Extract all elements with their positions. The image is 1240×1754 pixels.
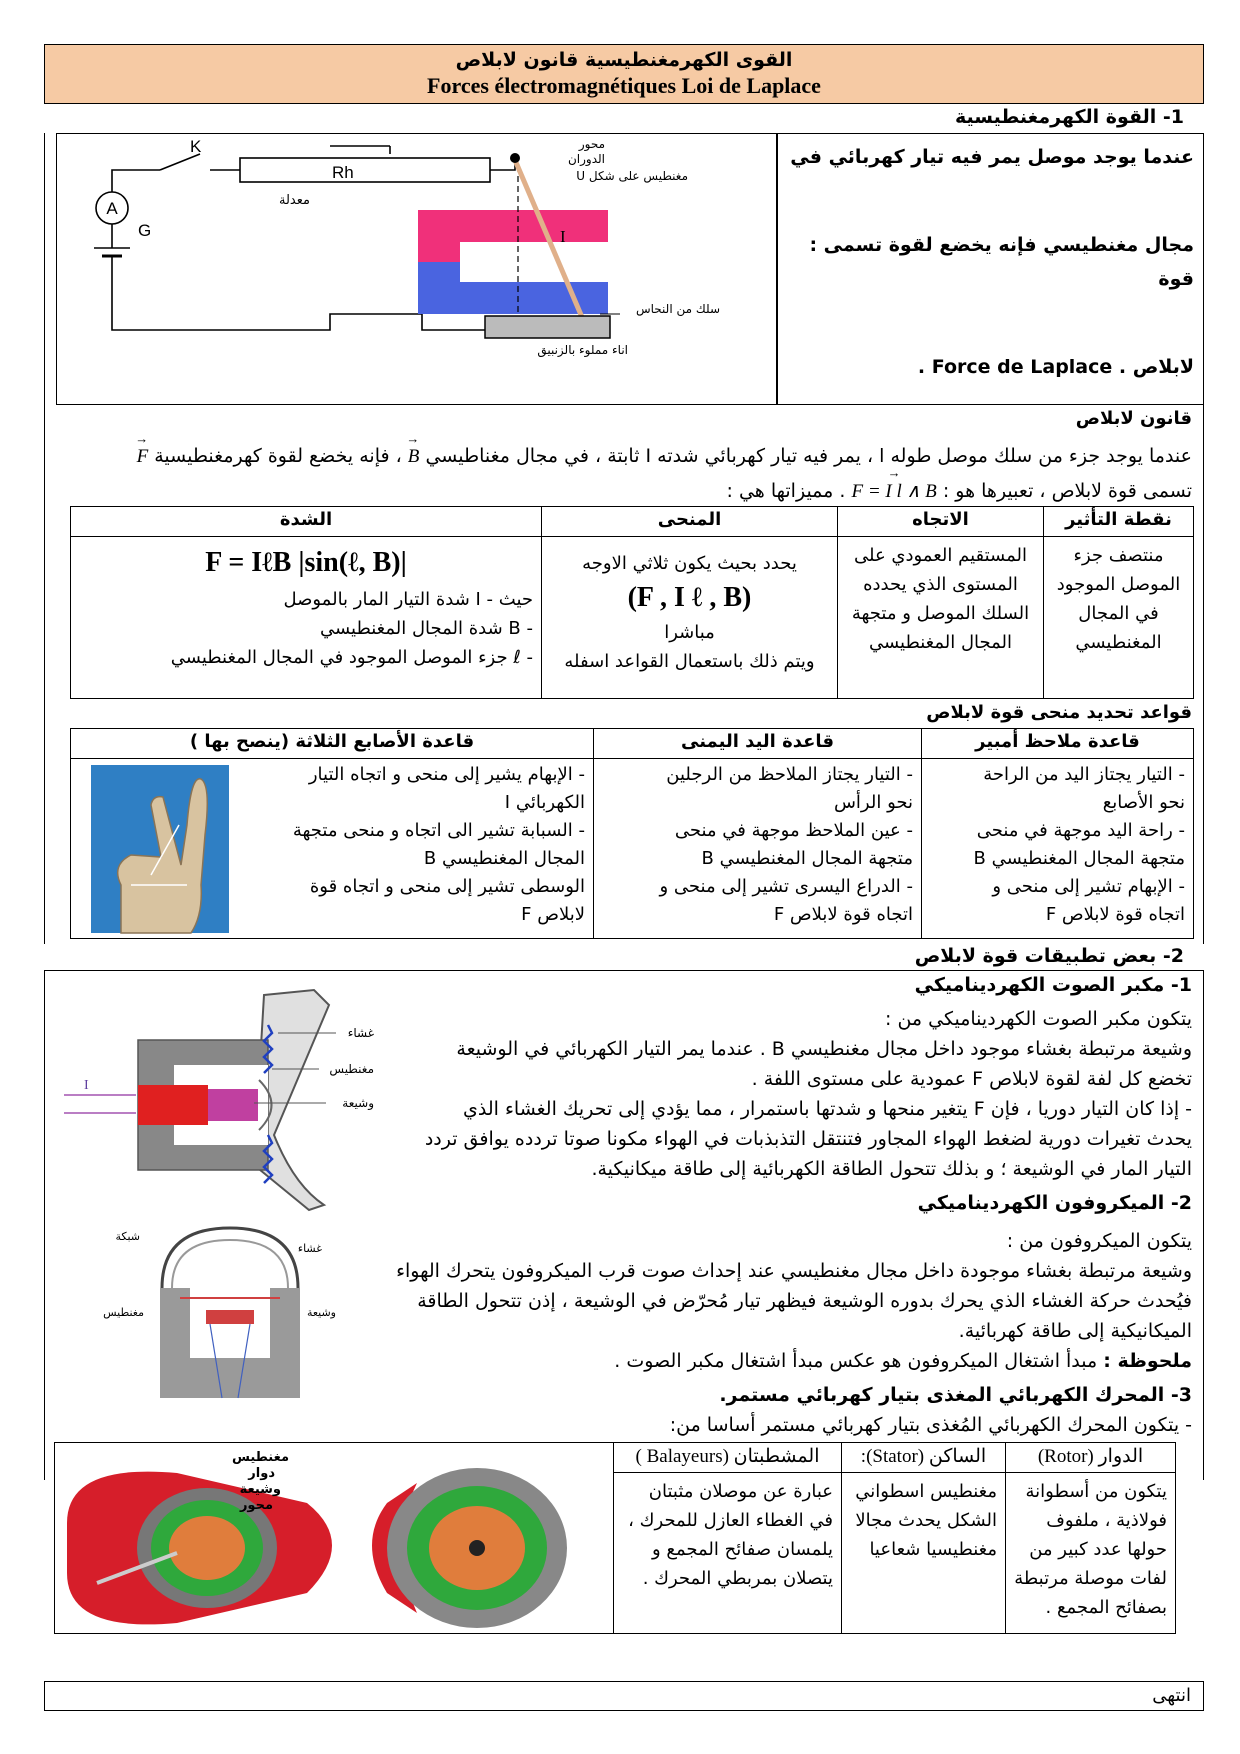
microphone-line: وشيعة مرتبطة بغشاء موجودة داخل مجال مغنطيسي عند إحداث صوت قرب الميكروفون يتحرك الهواء (396, 1260, 1192, 1282)
motor-rotor-label: دوار (248, 1466, 275, 1481)
law-text-1b: ، فإنه يخضع لقوة كهرمغنطيسية (154, 445, 402, 467)
rheostat (240, 158, 490, 182)
cell-application-point: منتصف جزء الموصل الموجود في المجال المغنطيسي (1044, 537, 1194, 699)
loudspeaker-membrane-label: غشاء (347, 1026, 374, 1040)
microphone-note (372, 1346, 1192, 1376)
loudspeaker-diagram (64, 985, 384, 1215)
magnet-label: مغنطيس على شكل U (576, 169, 688, 183)
rules-table (70, 728, 1194, 939)
microphone-diagram (103, 1218, 350, 1398)
note-label: ملحوظة : (1103, 1350, 1192, 1372)
rheostat-label: Rh (332, 163, 354, 182)
motor-coil-label: وشيعة (239, 1482, 281, 1497)
axis-label-2: الدوران (567, 152, 605, 166)
ampere-line: نحو الأصابع (1102, 792, 1185, 813)
title-french: Forces électromagnétiques Loi de Laplace (427, 73, 821, 98)
header-brushes: المشطبتان (Balayeurs ) (614, 1443, 842, 1473)
law-text-1: عندما يوجد جزء من سلك موصل طوله l ، يمر فيه تيار كهربائي شدته I ثابتة ، في مجال مغناطيسي (425, 445, 1192, 467)
rheostat-name: معدلة (279, 193, 310, 208)
three-fingers-line: لابلاص F (521, 904, 585, 925)
cell-three-fingers-rule (71, 759, 594, 939)
intro-line: عندما يوجد موصل يمر فيه تيار كهربائي في (790, 146, 1194, 168)
ampere-line: اتجاه قوة لابلاص F (1045, 904, 1185, 925)
law-text-2: تسمى قوة لابلاص ، تعبيرها هو : (942, 480, 1192, 502)
right-hand-line: نحو الرأس (833, 792, 913, 813)
rules-title: قواعد تحديد منحى قوة لابلاص (926, 702, 1192, 723)
three-fingers-line: الوسطى تشير إلى منحى و اتجاه قوة (309, 876, 585, 897)
ampere-line: - التيار يجتاز اليد من الراحة (983, 764, 1185, 785)
law-line-1 (137, 442, 1192, 468)
three-fingers-line: - السبابة تشير الى اتجاه و منحى متجهة (292, 820, 585, 841)
mercury-tub (485, 316, 610, 338)
rotation-axis (510, 153, 520, 163)
microphone-line: يتكون الميكروفون من : (1006, 1230, 1192, 1252)
motor-table (54, 1442, 1176, 1634)
motor-intro: - يتكون المحرك الكهربائي المُغذى بتيار كهربائي مستمر أساسا من: (669, 1414, 1192, 1436)
intro-line: لابلاص . Force de Laplace . (917, 356, 1194, 378)
triad-formula: (F , I ℓ , B) (627, 582, 752, 613)
loudspeaker-line: - إذا كان التيار دوريا ، فإن F يتغير منحها و شدتها باستمرار ، مما يؤدي إلى تحريك الغشاء الذي (463, 1098, 1192, 1120)
ampere-line: متجهة المجال المغنطيسي B (973, 848, 1185, 869)
title-box (44, 44, 1204, 104)
wire-label: سلك من النحاس (636, 302, 720, 316)
loudspeaker-current-label: I (84, 1078, 89, 1093)
microphone-line: فيُحدث حركة الغشاء الذي يحرك بدوره الوشيعة فيظهر تيار مُحرّض في الوشيعة ، إذن تتحول الطاقة (417, 1290, 1192, 1312)
ampere-line: - الإبهام تشير إلى منحى و (992, 876, 1185, 897)
microphone-coil-label: وشيعة (306, 1306, 336, 1319)
magnet-north (418, 210, 608, 262)
loudspeaker-line: يتكون مكبر الصوت الكهرديناميكي من : (885, 1008, 1192, 1030)
axis-label: محور (578, 137, 605, 151)
section2-title: 2- بعض تطبيقات قوة لابلاص (914, 945, 1184, 967)
header-right-hand-rule: قاعدة اليد اليمنى (594, 729, 922, 759)
sense-text-b: مباشرا (664, 622, 715, 643)
motor-axis-label: محور (239, 1498, 273, 1513)
footer-box (44, 1681, 1204, 1711)
motor-image-cell (55, 1443, 614, 1634)
loudspeaker-line: التيار المار في الوشيعة ؛ و بذلك تتحول الطاقة الكهربائية إلى طاقة ميكانيكية. (591, 1158, 1192, 1180)
microphone-text (372, 1226, 1192, 1376)
microphone-membrane-label: غشاء (297, 1242, 322, 1255)
header-three-fingers-rule: قاعدة الأصابع الثلاثة (ينصح بها ) (71, 729, 594, 759)
loudspeaker-coil-label: وشيعة (342, 1096, 374, 1110)
three-fingers-line: المجال المغنطيسي B (423, 848, 585, 869)
cell-ampere-rule (922, 759, 1194, 939)
microphone-grid-label: شبكة (115, 1230, 140, 1243)
magnitude-line-1: حيث - I شدة التيار المار بالموصل (283, 589, 533, 610)
loudspeaker-title: 1- مكبر الصوت الكهرديناميكي (914, 974, 1192, 996)
generator-label: G (138, 221, 152, 240)
loudspeaker-line: تخضع كل لفة لقوة لابلاص F عمودية على مستوى اللفة . (751, 1068, 1192, 1090)
law-text-2b: . مميزاتها هي : (726, 480, 846, 502)
motor-title: 3- المحرك الكهربائي المغذى بتيار كهربائي مستمر. (719, 1384, 1192, 1406)
cell-magnitude (71, 537, 542, 699)
loudspeaker-text (392, 1004, 1192, 1184)
motor-magnet-label: مغنطيس (231, 1450, 289, 1465)
cell-brushes: عبارة عن موصلان مثبتان في الغطاء العازل للمحرك ، يلمسان صفائح المجمع و يتصلان بمربطي المحرك . (614, 1473, 842, 1634)
magnitude-line-2: - B شدة المجال المغنطيسي (319, 618, 533, 639)
magnitude-line-3: - ℓ جزء الموصل الموجود في المجال المغنطيسي (170, 647, 533, 668)
header-ampere-rule: قاعدة ملاحظ أمبير (922, 729, 1194, 759)
three-fingers-line: - الإبهام يشير إلى منحى و اتجاه التيار (308, 764, 585, 785)
mercury-label: اناء مملوء بالزنبيق (537, 343, 628, 357)
header-sense: المنحى (542, 507, 838, 537)
characteristics-table (70, 506, 1194, 699)
three-fingers-hand-image (91, 765, 229, 933)
title-arabic: القوى الكهرمغنطيسية قانون لابلاص (455, 49, 793, 71)
header-stator: الساكن (Stator): (842, 1443, 1006, 1473)
laplace-formula: → F = I l ∧ B (851, 476, 936, 503)
loudspeaker-line: يحدث تغيرات دورية لضغط الهواء المجاور فتنتقل التذبذبات في الهواء مكونا صوتا تردده يوافق تردد (424, 1128, 1192, 1150)
microphone-magnet-label: مغنطيس (103, 1306, 144, 1319)
header-rotor: الدوار (Rotor) (1006, 1443, 1176, 1473)
sense-text-a: يحدد بحيث يكون ثلاثي الاوجه (582, 553, 797, 574)
microphone-line: الميكانيكية إلى طاقة كهربائية. (958, 1320, 1192, 1342)
header-application-point: نقطة التأثير (1044, 507, 1194, 537)
right-hand-line: اتجاه قوة لابلاص F (773, 904, 913, 925)
cell-direction: المستقيم العمودي على المستوى الذي يحدده السلك الموصل و متجهة المجال المغنطيسي (838, 537, 1044, 699)
vector-B-symbol: → B (408, 442, 420, 468)
ammeter-label: A (106, 199, 118, 218)
vector-F-symbol: → F (137, 442, 149, 468)
switch-label: K (190, 137, 202, 156)
cell-rotor: يتكون من أسطوانة فولاذية ، ملفوف حولها عدد كبير من لفات موصلة مرتبطة بصفائح المجمع . (1006, 1473, 1176, 1634)
cell-stator: مغنطيس اسطواني الشكل يحدث مجالا مغنطيسيا شعاعيا (842, 1473, 1006, 1634)
microphone-title: 2- الميكروفون الكهرديناميكي (917, 1192, 1192, 1214)
law-line-2 (727, 476, 1192, 503)
cell-right-hand-rule (594, 759, 922, 939)
motor-diagram (57, 1443, 613, 1633)
cell-sense (542, 537, 838, 699)
footer-text: انتهى (1152, 1685, 1191, 1706)
current-label: I (560, 227, 566, 246)
laplace-experiment-figure (60, 136, 772, 402)
right-hand-line: - عين الملاحظ موجهة في منحى (674, 820, 913, 841)
right-hand-line: - الدراع اليسرى تشير إلى منحى و (659, 876, 913, 897)
section1-title: 1- القوة الكهرمغنطيسية (955, 106, 1184, 128)
header-direction: الاتجاه (838, 507, 1044, 537)
intro-line: مجال مغنطيسي فإنه يخضع لقوة تسمى : قوة (809, 234, 1194, 290)
loudspeaker-magnet-label: مغنطيس (329, 1062, 374, 1076)
three-fingers-line: الكهربائي I (504, 792, 585, 813)
intro-divider (776, 133, 778, 405)
note-text: مبدأ اشتغال الميكروفون هو عكس مبدأ اشتغال مكبر الصوت . (614, 1350, 1098, 1372)
right-hand-line: متجهة المجال المغنطيسي B (701, 848, 913, 869)
header-magnitude: الشدة (71, 507, 542, 537)
sense-text-c: ويتم ذلك باستعمال القواعد اسفله (564, 651, 815, 672)
ampere-line: - راحة اليد موجهة في منحى (976, 820, 1185, 841)
right-hand-line: - التيار يجتاز الملاحظ من الرجلين (666, 764, 913, 785)
law-title: قانون لابلاص (1075, 408, 1192, 429)
loudspeaker-line: وشيعة مرتبطة بغشاء موجود داخل مجال مغنطيسي B . عندما يمر التيار الكهربائي في الوشيعة (456, 1038, 1192, 1060)
magnitude-formula: F = IℓB |sin(ℓ, B)| (205, 547, 407, 578)
intro-text (784, 140, 1194, 384)
